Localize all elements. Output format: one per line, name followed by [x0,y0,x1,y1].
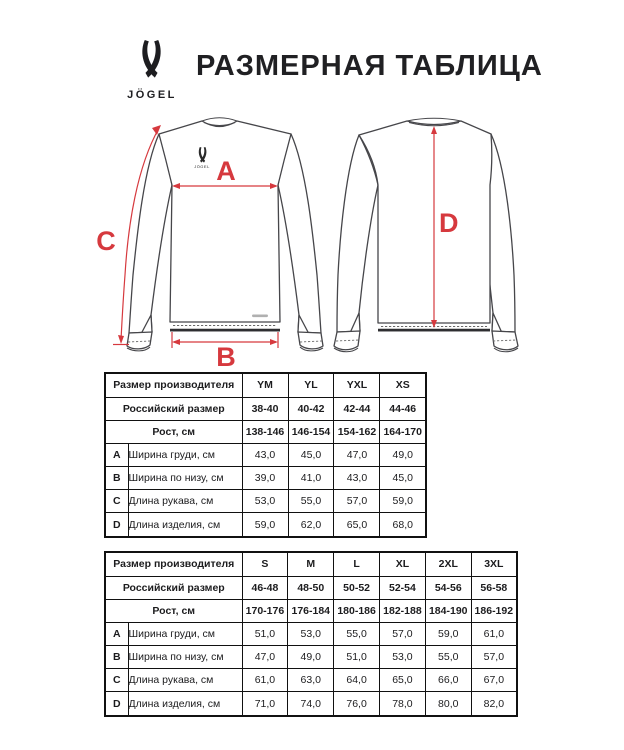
size-value: 55,0 [288,490,334,513]
size-value: 53,0 [242,490,288,513]
size-value: 51,0 [334,646,380,669]
size-value: 57,0 [471,646,517,669]
header-size-value: YM [242,373,288,397]
measure-letter: B [105,467,128,490]
measure-row-label: Ширина по низу, см [128,646,242,669]
size-value: 65,0 [380,669,426,692]
header-size-value: 176-184 [288,599,334,622]
size-value: 47,0 [242,646,288,669]
front-right-cuff [298,332,323,349]
header-size-value: 50-52 [334,576,380,599]
table-measure-row [105,467,426,490]
front-left-cuff [127,332,152,349]
size-value: 59,0 [380,490,426,513]
measure-letter: D [105,692,128,716]
table-header-row [105,420,426,443]
dim-b-label: B [216,342,236,367]
header-size-value: 52-54 [380,576,426,599]
table-measure-row [105,646,517,669]
header-size-value: 184-190 [425,599,471,622]
size-value: 51,0 [242,622,288,645]
header-size-value: 138-146 [242,420,288,443]
size-value: 53,0 [380,646,426,669]
header-row-label: Российский размер [105,397,242,420]
size-value: 71,0 [242,692,288,716]
measure-row-label: Ширина по низу, см [128,467,242,490]
header-size-value: 170-176 [242,599,288,622]
size-value: 82,0 [471,692,517,716]
header-size-value: 186-192 [471,599,517,622]
size-value: 57,0 [334,490,380,513]
back-torso [359,121,492,323]
size-value: 62,0 [288,513,334,537]
back-left-sleeve [337,135,378,332]
front-collar [202,118,237,121]
header-size-value: 48-50 [288,576,334,599]
table-measure-row [105,669,517,692]
size-value: 49,0 [380,443,426,466]
measure-letter: A [105,622,128,645]
dim-a-label: A [216,156,236,186]
size-value: 74,0 [288,692,334,716]
header-row-label: Размер производителя [105,552,242,576]
size-value: 61,0 [242,669,288,692]
dim-c-label: C [96,226,116,256]
front-right-sleeve [278,134,321,333]
header-size-value: 164-170 [380,420,426,443]
size-value: 65,0 [334,513,380,537]
header-size-value: YXL [334,373,380,397]
measure-row-label: Длина рукава, см [128,490,242,513]
table-header-row [105,397,426,420]
size-value: 59,0 [425,622,471,645]
table-header-row [105,576,517,599]
header-size-value: M [288,552,334,576]
dim-d-label: D [439,208,459,238]
size-value: 47,0 [334,443,380,466]
header-size-value: 154-162 [334,420,380,443]
size-value: 67,0 [471,669,517,692]
header-size-value: 38-40 [242,397,288,420]
size-value: 63,0 [288,669,334,692]
measure-row-label: Длина изделия, см [128,513,242,537]
measure-letter: A [105,443,128,466]
size-value: 61,0 [471,622,517,645]
header-row-label: Российский размер [105,576,242,599]
table-header-row [105,373,426,397]
brand-wordmark: JÖGEL [127,89,177,101]
front-torso [159,121,291,322]
header-row-label: Рост, см [105,599,242,622]
header-size-value: 180-186 [334,599,380,622]
size-value: 43,0 [334,467,380,490]
header-size-value: L [334,552,380,576]
measure-letter: D [105,513,128,537]
measure-row-label: Ширина груди, см [128,622,242,645]
measure-letter: C [105,490,128,513]
measure-row-label: Длина изделия, см [128,692,242,716]
chest-logo-wordmark: JÖGEL [194,164,210,169]
table-header-row [105,552,517,576]
page-title: РАЗМЕРНАЯ ТАБЛИЦА [196,50,543,82]
size-value: 64,0 [334,669,380,692]
size-value: 76,0 [334,692,380,716]
jogel-logo-icon [138,40,165,83]
size-value: 57,0 [380,622,426,645]
size-value: 68,0 [380,513,426,537]
header-size-value: 44-46 [380,397,426,420]
size-table-adult [104,551,518,717]
table-measure-row [105,692,517,716]
header-size-value: 2XL [425,552,471,576]
header-size-value: 146-154 [288,420,334,443]
size-value: 66,0 [425,669,471,692]
size-value: 49,0 [288,646,334,669]
header-size-value: 40-42 [288,397,334,420]
table-measure-row [105,513,426,537]
measure-row-label: Длина рукава, см [128,669,242,692]
header-size-value: 182-188 [380,599,426,622]
header-size-value: XS [380,373,426,397]
size-value: 45,0 [288,443,334,466]
table-header-row [105,599,517,622]
size-value: 43,0 [242,443,288,466]
size-value: 78,0 [380,692,426,716]
table-measure-row [105,490,426,513]
header-size-value: 46-48 [242,576,288,599]
shirt-back-diagram [330,105,530,367]
header-size-value: 56-58 [471,576,517,599]
header-row-label: Размер производителя [105,373,242,397]
header-size-value: YL [288,373,334,397]
size-value: 39,0 [242,467,288,490]
size-table [104,551,518,717]
measure-row-label: Ширина груди, см [128,443,242,466]
header-size-value: 42-44 [334,397,380,420]
measure-letter: C [105,669,128,692]
header-size-value: 54-56 [425,576,471,599]
table-measure-row [105,443,426,466]
size-value: 41,0 [288,467,334,490]
shirt-front-diagram [90,105,330,367]
size-value: 45,0 [380,467,426,490]
measure-letter: B [105,646,128,669]
size-value: 53,0 [288,622,334,645]
size-value: 55,0 [334,622,380,645]
size-value: 55,0 [425,646,471,669]
header-size-value: 3XL [471,552,517,576]
header-row-label: Рост, см [105,420,242,443]
fabric-tech-mark [252,315,268,318]
table-measure-row [105,622,517,645]
header-size-value: S [242,552,288,576]
size-value: 59,0 [242,513,288,537]
size-table-youth [104,372,427,538]
size-table [104,372,427,538]
front-left-sleeve [129,134,172,333]
back-collar [407,118,461,121]
header-size-value: XL [380,552,426,576]
size-value: 80,0 [425,692,471,716]
